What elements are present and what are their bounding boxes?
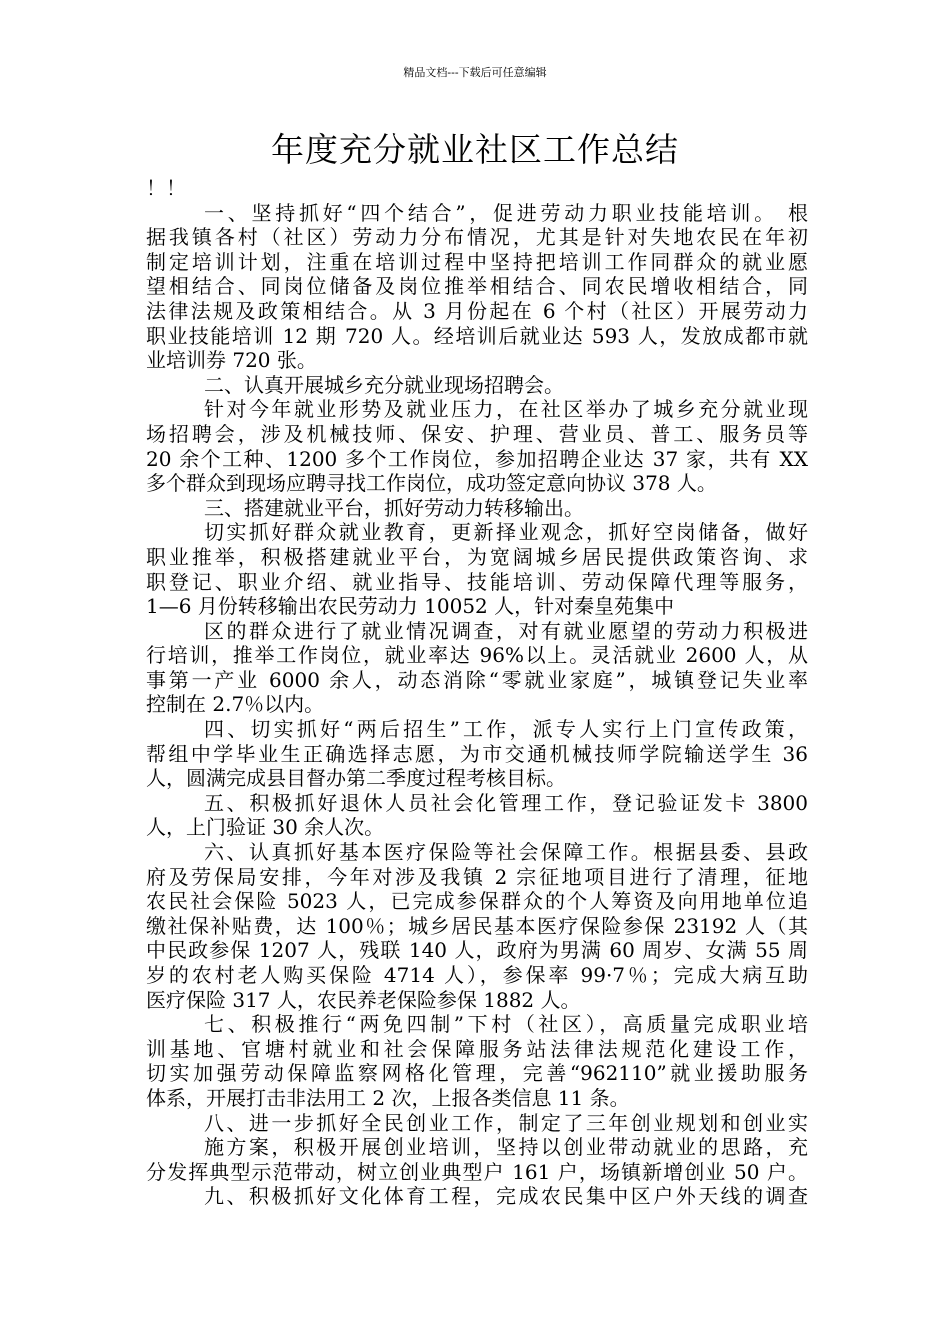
text-line: 场招聘会，涉及机械技师、保安、护理、营业员、普工、服务员等 [146,421,808,446]
text-line: 分发挥典型示范带动，树立创业典型户 161 户，场镇新增创业 50 户。 [146,1159,808,1184]
text-line: 七、积极推行“两免四制”下村（社区），高质量完成职业培 [204,1012,808,1037]
text-line: 多个群众到现场应聘寻找工作岗位，成功签定意向协议 378 人。 [146,471,717,496]
text-line: 业培训券 720 张。 [146,348,317,373]
text-line: 三、搭建就业平台，抓好劳动力转移输出。 [204,495,584,520]
text-line: 针对今年就业形势及就业压力，在社区举办了城乡充分就业现 [204,397,808,422]
text-line: 中民政参保 1207 人，残联 140 人，政府为男满 60 周岁、女满 55 周 [146,938,808,963]
text-line: 四、切实抓好“两后招生”工作，派专人实行上门宣传政策， [204,717,808,742]
text-line: 制定培训计划，注重在培训过程中坚持把培训工作同群众的就业愿 [146,249,808,274]
text-line: 事第一产业 6000 余人，动态消除“零就业家庭”，城镇登记失业率 [146,667,808,692]
text-line: 人，上门验证 30 余人次。 [146,815,385,840]
text-line: ！！ [146,176,186,200]
text-line: 一、坚持抓好“四个结合”，促进劳动力职业技能培训。 根 [204,200,808,225]
text-line: 岁的农村老人购买保险 4714 人），参保率 99·7％；完成大病互助 [146,963,808,987]
text-line: 切实抓好群众就业教育，更新择业观念，抓好空岗储备，做好 [204,520,808,545]
text-line: 20 余个工种、1200 多个工作岗位，参加招聘企业达 37 家，共有 XX [146,446,808,471]
text-line: 法律法规及政策相结合。从 3 月份起在 6 个村（社区）开展劳动力 [146,298,808,323]
text-line: 帮组中学毕业生正确选择志愿，为市交通机械技师学院输送学生 36 [146,741,808,766]
text-line: 职登记、职业介绍、就业指导、技能培训、劳动保障代理等服务， [146,569,808,594]
text-line: 缴社保补贴费，达 100％；城乡居民基本医疗保险参保 23192 人（其 [146,913,808,938]
page-header-note: 精品文档---下载后可任意编辑 [403,66,547,79]
text-line: 施方案，积极开展创业培训，坚持以创业带动就业的思路，充 [204,1135,808,1160]
text-line: 切实加强劳动保障监察网格化管理，完善“962110”就业援助服务 [146,1061,808,1086]
text-line: 1—6 月份转移输出农民劳动力 10052 人，针对秦皇苑集中 [146,594,675,619]
text-line: 职业推举，积极搭建就业平台，为宽阔城乡居民提供政策咨询、求 [146,544,808,569]
text-line: 九、积极抓好文化体育工程，完成农民集中区户外天线的调查 [204,1184,808,1209]
text-line: 据我镇各村（社区）劳动力分布情况，尤其是针对失地农民在年初 [146,225,808,250]
text-line: 八、进一步抓好全民创业工作，制定了三年创业规划和创业实 [204,1110,808,1135]
text-line: 人，圆满完成县目督办第二季度过程考核目标。 [146,766,566,791]
text-line: 医疗保险 317 人，农民养老保险参保 1882 人。 [146,987,581,1012]
text-line: 职业技能培训 12 期 720 人。经培训后就业达 593 人，发放成都市就 [146,323,808,348]
text-line: 六、认真抓好基本医疗保险等社会保障工作。根据县委、县政 [204,840,808,865]
text-line: 行培训，推举工作岗位，就业率达 96%以上。灵活就业 2600 人，从 [146,643,808,668]
text-line: 二、认真开展城乡充分就业现场招聘会。 [204,372,564,397]
text-line: 体系，开展打击非法用工 2 次，上报各类信息 11 条。 [146,1085,630,1110]
text-line: 府及劳保局安排，今年对涉及我镇 2 宗征地项目进行了清理，征地 [146,864,808,889]
text-line: 控制在 2.7％以内。 [146,692,325,717]
text-line: 农民社会保险 5023 人，已完成参保群众的个人筹资及向用地单位追 [146,889,808,914]
text-line: 望相结合、同岗位储备及岗位推举相结合、同农民增收相结合，同 [146,274,808,299]
text-line: 区的群众进行了就业情况调查，对有就业愿望的劳动力积极进 [204,618,808,643]
text-line: 五、积极抓好退休人员社会化管理工作，登记验证发卡 3800 [204,790,808,815]
text-line: 训基地、官塘村就业和社会保障服务站法律法规范化建设工作， [146,1036,808,1061]
document-body [146,176,808,1209]
document-title: 年度充分就业社区工作总结 [271,130,679,169]
